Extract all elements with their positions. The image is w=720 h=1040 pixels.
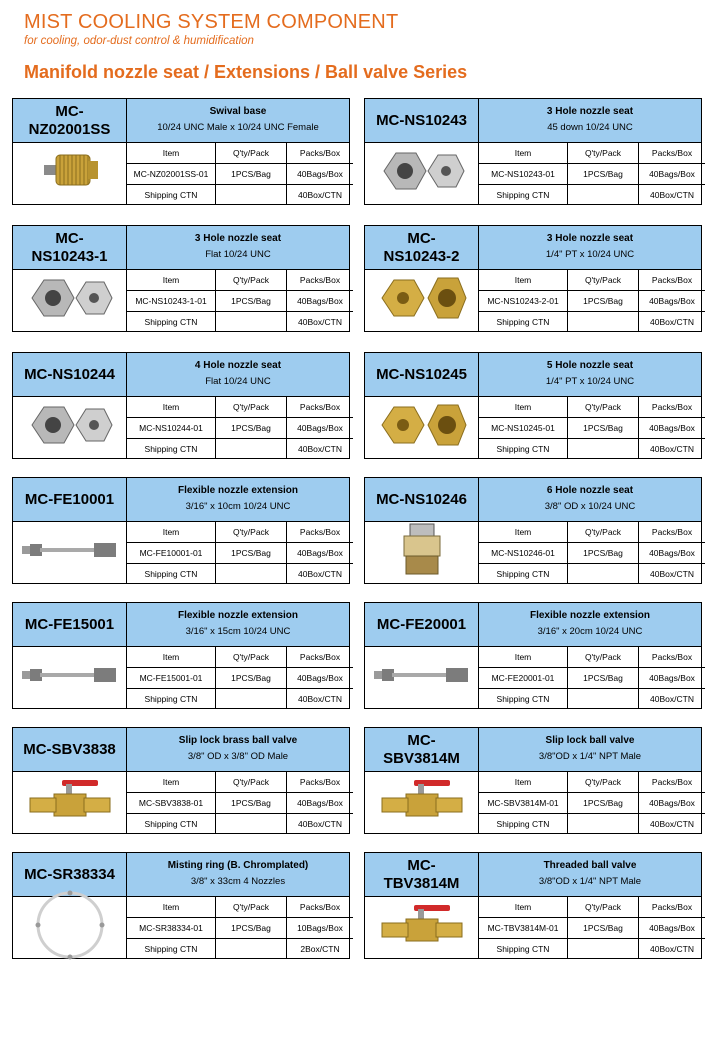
product-description <box>479 603 701 647</box>
extension-rod-icon <box>18 535 122 570</box>
header-packs: Packs/Box <box>287 270 354 291</box>
header-item: Item <box>127 143 216 164</box>
item-code: MC-NS10245-01 <box>479 418 568 439</box>
empty-cell <box>216 564 287 585</box>
table-row <box>479 897 705 918</box>
product-spec: 3/8"OD x 1/4" NPT Male <box>538 876 642 887</box>
product-title: 3 Hole nozzle seat <box>546 233 634 244</box>
shipping-label: Shipping CTN <box>127 689 216 710</box>
product-title: Slip lock brass ball valve <box>178 735 298 746</box>
packs-per-box: 40Bags/Box <box>639 543 706 564</box>
packs-per-box: 40Bags/Box <box>639 164 706 185</box>
shipping-label: Shipping CTN <box>479 185 568 206</box>
qty-per-pack: 1PCS/Bag <box>568 164 639 185</box>
item-code: MC-NS10243-2-01 <box>479 291 568 312</box>
product-description <box>127 226 349 270</box>
product-card <box>12 727 350 834</box>
product-card <box>364 602 702 709</box>
brass-nozzle-seat-icon <box>374 268 470 333</box>
table-row <box>479 418 705 439</box>
product-image <box>13 647 127 708</box>
header-item: Item <box>479 772 568 793</box>
header-qty: Q'ty/Pack <box>568 397 639 418</box>
product-spec: 3/8" x 33cm 4 Nozzles <box>190 876 286 887</box>
product-description <box>479 728 701 772</box>
qty-per-pack: 1PCS/Bag <box>216 543 287 564</box>
header-packs: Packs/Box <box>639 897 706 918</box>
header-qty: Q'ty/Pack <box>216 143 287 164</box>
table-row <box>479 291 705 312</box>
extension-rod-icon <box>370 660 474 695</box>
table-row <box>479 270 705 291</box>
product-image <box>13 270 127 331</box>
table-row <box>479 564 705 585</box>
packs-per-box: 40Bags/Box <box>639 668 706 689</box>
product-title: 3 Hole nozzle seat <box>194 233 282 244</box>
product-spec: 1/4" PT x 10/24 UNC <box>545 376 635 387</box>
packing-table <box>479 397 705 459</box>
table-row <box>479 164 705 185</box>
shipping-label: Shipping CTN <box>479 439 568 460</box>
product-spec: 45 down 10/24 UNC <box>547 122 633 133</box>
empty-cell <box>568 814 639 835</box>
product-code: MC- SBV3814M <box>365 728 479 772</box>
qty-per-pack: 1PCS/Bag <box>216 793 287 814</box>
packing-table <box>127 143 353 205</box>
table-row <box>127 793 353 814</box>
box-per-ctn: 40Box/CTN <box>287 564 354 585</box>
header-packs: Packs/Box <box>287 522 354 543</box>
shipping-label: Shipping CTN <box>127 814 216 835</box>
product-image <box>365 647 479 708</box>
product-image <box>13 897 127 958</box>
product-spec: 10/24 UNC Male x 10/24 UNC Female <box>157 122 319 133</box>
box-per-ctn: 40Box/CTN <box>639 185 706 206</box>
table-row <box>127 143 353 164</box>
table-row <box>127 291 353 312</box>
header-item: Item <box>127 897 216 918</box>
product-card <box>12 225 350 332</box>
header-packs: Packs/Box <box>287 647 354 668</box>
table-row <box>127 397 353 418</box>
ball-valve-icon <box>22 770 118 835</box>
product-description <box>479 478 701 522</box>
product-description <box>127 99 349 143</box>
header-packs: Packs/Box <box>639 270 706 291</box>
product-card <box>12 352 350 459</box>
product-spec: 3/16" x 20cm 10/24 UNC <box>537 626 643 637</box>
swivel-base-icon <box>30 143 110 204</box>
product-card <box>364 225 702 332</box>
qty-per-pack: 1PCS/Bag <box>568 543 639 564</box>
brass-nozzle-seat-icon <box>374 395 470 460</box>
box-per-ctn: 40Box/CTN <box>639 939 706 960</box>
product-code: MC- TBV3814M <box>365 853 479 897</box>
header-qty: Q'ty/Pack <box>216 897 287 918</box>
chrome-nozzle-seat-icon <box>22 395 118 460</box>
empty-cell <box>568 564 639 585</box>
packs-per-box: 40Bags/Box <box>639 418 706 439</box>
product-card <box>12 477 350 584</box>
product-description <box>479 226 701 270</box>
table-row <box>479 185 705 206</box>
item-code: MC-TBV3814M-01 <box>479 918 568 939</box>
table-row <box>127 564 353 585</box>
table-row <box>127 543 353 564</box>
empty-cell <box>568 312 639 333</box>
packing-table <box>479 897 705 959</box>
product-spec: 3/8" OD x 3/8" OD Male <box>187 751 289 762</box>
box-per-ctn: 40Box/CTN <box>639 689 706 710</box>
table-row <box>479 793 705 814</box>
product-image <box>365 397 479 458</box>
product-card <box>364 477 702 584</box>
product-code: MC-NS10245 <box>365 353 479 397</box>
product-description <box>479 353 701 397</box>
product-code: MC-NS10244 <box>13 353 127 397</box>
empty-cell <box>216 185 287 206</box>
product-image <box>365 522 479 583</box>
product-spec: 1/4" PT x 10/24 UNC <box>545 249 635 260</box>
product-code: MC-FE15001 <box>13 603 127 647</box>
product-image <box>365 143 479 204</box>
table-row <box>479 543 705 564</box>
header-item: Item <box>479 397 568 418</box>
table-row <box>479 439 705 460</box>
series-title: Manifold nozzle seat / Extensions / Ball valve Series <box>24 62 468 82</box>
product-code: MC-NS10246 <box>365 478 479 522</box>
table-row <box>127 270 353 291</box>
header-qty: Q'ty/Pack <box>568 772 639 793</box>
box-per-ctn: 40Box/CTN <box>287 439 354 460</box>
product-title: Misting ring (B. Chromplated) <box>167 860 309 871</box>
shipping-label: Shipping CTN <box>127 312 216 333</box>
ball-valve-icon <box>374 895 470 960</box>
ball-valve-icon <box>374 770 470 835</box>
table-row <box>127 647 353 668</box>
table-row <box>479 668 705 689</box>
product-title: Flexible nozzle extension <box>177 610 299 621</box>
product-card <box>364 727 702 834</box>
shipping-label: Shipping CTN <box>479 939 568 960</box>
header-item: Item <box>479 143 568 164</box>
shipping-label: Shipping CTN <box>479 814 568 835</box>
packs-per-box: 40Bags/Box <box>639 918 706 939</box>
header-packs: Packs/Box <box>287 143 354 164</box>
table-row <box>479 312 705 333</box>
header-packs: Packs/Box <box>639 772 706 793</box>
header-qty: Q'ty/Pack <box>216 647 287 668</box>
item-code: MC-NS10246-01 <box>479 543 568 564</box>
shipping-label: Shipping CTN <box>127 439 216 460</box>
product-description <box>479 99 701 143</box>
product-title: 3 Hole nozzle seat <box>546 106 634 117</box>
empty-cell <box>216 689 287 710</box>
shipping-label: Shipping CTN <box>479 689 568 710</box>
product-image <box>365 270 479 331</box>
header-item: Item <box>127 647 216 668</box>
brand-title: MIST COOLING SYSTEM COMPONENT <box>24 11 399 33</box>
header-item: Item <box>127 270 216 291</box>
product-image <box>365 772 479 833</box>
packs-per-box: 40Bags/Box <box>639 793 706 814</box>
packing-table <box>479 647 705 709</box>
product-code: MC-FE10001 <box>13 478 127 522</box>
product-title: 4 Hole nozzle seat <box>194 360 282 371</box>
item-code: MC-NS10243-01 <box>479 164 568 185</box>
packing-table <box>479 143 705 205</box>
product-title: 5 Hole nozzle seat <box>546 360 634 371</box>
item-code: MC-SBV3838-01 <box>127 793 216 814</box>
header-qty: Q'ty/Pack <box>568 522 639 543</box>
item-code: MC-NZ02001SS-01 <box>127 164 216 185</box>
qty-per-pack: 1PCS/Bag <box>216 668 287 689</box>
qty-per-pack: 1PCS/Bag <box>568 668 639 689</box>
product-spec: 3/8" OD x 10/24 UNC <box>544 501 636 512</box>
product-image <box>13 143 127 204</box>
table-row <box>479 689 705 710</box>
product-description <box>127 353 349 397</box>
header-packs: Packs/Box <box>287 397 354 418</box>
header-qty: Q'ty/Pack <box>216 522 287 543</box>
product-title: Slip lock ball valve <box>545 735 635 746</box>
box-per-ctn: 40Box/CTN <box>639 814 706 835</box>
misting-ring-icon <box>30 885 110 970</box>
packing-table <box>127 522 353 584</box>
product-card <box>12 98 350 205</box>
product-title: 6 Hole nozzle seat <box>546 485 634 496</box>
item-code: MC-NS10243-1-01 <box>127 291 216 312</box>
qty-per-pack: 1PCS/Bag <box>568 418 639 439</box>
qty-per-pack: 1PCS/Bag <box>568 918 639 939</box>
table-row <box>127 418 353 439</box>
product-description <box>479 853 701 897</box>
table-row <box>479 772 705 793</box>
table-row <box>127 814 353 835</box>
item-code: MC-FE15001-01 <box>127 668 216 689</box>
product-title: Flexible nozzle extension <box>177 485 299 496</box>
packs-per-box: 40Bags/Box <box>639 291 706 312</box>
chrome-nozzle-seat-icon <box>374 141 470 206</box>
packs-per-box: 40Bags/Box <box>287 668 354 689</box>
qty-per-pack: 1PCS/Bag <box>568 793 639 814</box>
product-code: MC-SBV3838 <box>13 728 127 772</box>
packs-per-box: 10Bags/Box <box>287 918 354 939</box>
table-row <box>479 397 705 418</box>
product-image <box>365 897 479 958</box>
item-code: MC-SBV3814M-01 <box>479 793 568 814</box>
header-item: Item <box>479 647 568 668</box>
shipping-label: Shipping CTN <box>479 312 568 333</box>
packing-table <box>479 270 705 332</box>
product-card <box>364 98 702 205</box>
box-per-ctn: 40Box/CTN <box>287 312 354 333</box>
product-spec: 3/16" x 15cm 10/24 UNC <box>185 626 291 637</box>
empty-cell <box>568 939 639 960</box>
product-spec: 3/16" x 10cm 10/24 UNC <box>185 501 291 512</box>
table-row <box>127 918 353 939</box>
header-packs: Packs/Box <box>639 143 706 164</box>
table-row <box>127 312 353 333</box>
product-description <box>127 603 349 647</box>
packs-per-box: 40Bags/Box <box>287 793 354 814</box>
qty-per-pack: 1PCS/Bag <box>216 918 287 939</box>
shipping-label: Shipping CTN <box>479 564 568 585</box>
product-image <box>13 397 127 458</box>
box-per-ctn: 40Box/CTN <box>287 689 354 710</box>
product-spec: 3/8"OD x 1/4" NPT Male <box>538 751 642 762</box>
product-card <box>12 852 350 959</box>
shipping-label: Shipping CTN <box>127 939 216 960</box>
item-code: MC-NS10244-01 <box>127 418 216 439</box>
product-image <box>13 772 127 833</box>
header-item: Item <box>127 772 216 793</box>
empty-cell <box>568 439 639 460</box>
packing-table <box>127 897 353 959</box>
header-item: Item <box>127 522 216 543</box>
box-per-ctn: 40Box/CTN <box>287 814 354 835</box>
table-row <box>127 939 353 960</box>
product-code: MC- NZ02001SS <box>13 99 127 143</box>
table-row <box>127 772 353 793</box>
table-row <box>479 939 705 960</box>
product-title: Threaded ball valve <box>543 860 637 871</box>
header-item: Item <box>479 897 568 918</box>
header-packs: Packs/Box <box>639 397 706 418</box>
product-code: MC- NS10243-1 <box>13 226 127 270</box>
packing-table <box>479 522 705 584</box>
header-qty: Q'ty/Pack <box>568 897 639 918</box>
product-spec: Flat 10/24 UNC <box>205 376 271 387</box>
header-qty: Q'ty/Pack <box>216 270 287 291</box>
box-per-ctn: 40Box/CTN <box>287 185 354 206</box>
product-card <box>364 852 702 959</box>
product-description <box>127 853 349 897</box>
header-packs: Packs/Box <box>639 522 706 543</box>
table-row <box>127 897 353 918</box>
empty-cell <box>568 689 639 710</box>
packing-table <box>127 772 353 834</box>
empty-cell <box>216 439 287 460</box>
box-per-ctn: 40Box/CTN <box>639 564 706 585</box>
header-packs: Packs/Box <box>287 897 354 918</box>
shipping-label: Shipping CTN <box>127 185 216 206</box>
packs-per-box: 40Bags/Box <box>287 418 354 439</box>
tagline: for cooling, odor-dust control & humidification <box>24 35 254 47</box>
packing-table <box>127 270 353 332</box>
qty-per-pack: 1PCS/Bag <box>216 291 287 312</box>
table-row <box>127 689 353 710</box>
product-code: MC-SR38334 <box>13 853 127 897</box>
header-qty: Q'ty/Pack <box>568 270 639 291</box>
box-per-ctn: 40Box/CTN <box>639 439 706 460</box>
packing-table <box>127 397 353 459</box>
item-code: MC-FE20001-01 <box>479 668 568 689</box>
header-item: Item <box>479 522 568 543</box>
table-row <box>479 647 705 668</box>
table-row <box>127 668 353 689</box>
table-row <box>127 439 353 460</box>
product-description <box>127 728 349 772</box>
table-row <box>127 164 353 185</box>
packs-per-box: 40Bags/Box <box>287 543 354 564</box>
product-code: MC- NS10243-2 <box>365 226 479 270</box>
item-code: MC-SR38334-01 <box>127 918 216 939</box>
qty-per-pack: 1PCS/Bag <box>216 418 287 439</box>
header-packs: Packs/Box <box>639 647 706 668</box>
product-code: MC-FE20001 <box>365 603 479 647</box>
packing-table <box>479 772 705 834</box>
product-card <box>364 352 702 459</box>
table-row <box>479 143 705 164</box>
product-code: MC-NS10243 <box>365 99 479 143</box>
product-title: Flexible nozzle extension <box>529 610 651 621</box>
table-row <box>479 918 705 939</box>
product-description <box>127 478 349 522</box>
product-image <box>13 522 127 583</box>
empty-cell <box>216 939 287 960</box>
item-code: MC-FE10001-01 <box>127 543 216 564</box>
product-spec: Flat 10/24 UNC <box>205 249 271 260</box>
packs-per-box: 40Bags/Box <box>287 291 354 312</box>
header-item: Item <box>479 270 568 291</box>
qty-per-pack: 1PCS/Bag <box>568 291 639 312</box>
qty-per-pack: 1PCS/Bag <box>216 164 287 185</box>
box-per-ctn: 40Box/CTN <box>639 312 706 333</box>
chrome-nozzle-seat-icon <box>22 268 118 333</box>
empty-cell <box>216 312 287 333</box>
empty-cell <box>216 814 287 835</box>
extension-rod-icon <box>18 660 122 695</box>
header-packs: Packs/Box <box>287 772 354 793</box>
table-row <box>479 814 705 835</box>
header-qty: Q'ty/Pack <box>568 647 639 668</box>
six-hole-seat-icon <box>392 520 452 585</box>
header-item: Item <box>127 397 216 418</box>
packs-per-box: 40Bags/Box <box>287 164 354 185</box>
table-row <box>127 185 353 206</box>
product-card <box>12 602 350 709</box>
table-row <box>127 522 353 543</box>
header-qty: Q'ty/Pack <box>568 143 639 164</box>
header-qty: Q'ty/Pack <box>216 772 287 793</box>
box-per-ctn: 2Box/CTN <box>287 939 354 960</box>
table-row <box>479 522 705 543</box>
product-title: Swival base <box>209 106 267 117</box>
packing-table <box>127 647 353 709</box>
header-qty: Q'ty/Pack <box>216 397 287 418</box>
empty-cell <box>568 185 639 206</box>
shipping-label: Shipping CTN <box>127 564 216 585</box>
